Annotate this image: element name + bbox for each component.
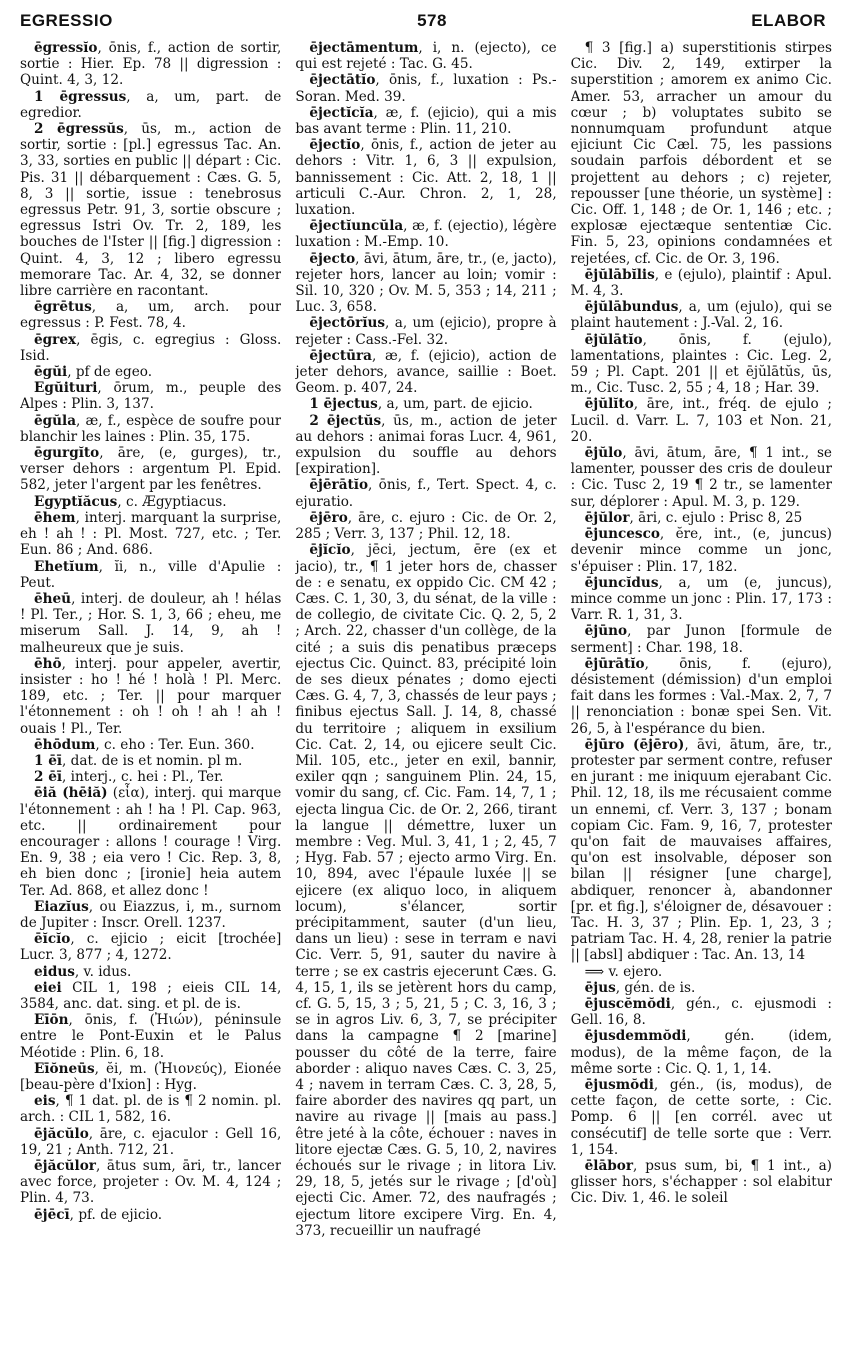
entry-headword: ēlābor <box>584 1158 634 1175</box>
dictionary-entry <box>20 899 281 931</box>
entry-headword: ējŭlātĭo <box>584 331 643 348</box>
entry-headword: ējectōrĭus <box>309 315 386 332</box>
entry-headword: ējuncesco <box>584 526 660 543</box>
dictionary-entry <box>571 656 832 737</box>
entry-headword: ēhem <box>34 509 76 526</box>
entry-headword: 1 ēgressus <box>34 88 127 105</box>
dictionary-entry <box>295 396 556 412</box>
entry-definition: , ōrum, m., peuple des Alpes : Plin. 3, 137. <box>20 380 282 413</box>
entry-definition: , a, um (ejicio), propre à rejeter : Cass.-Fel. 32. <box>295 315 557 348</box>
entry-headword: 2 ēgressŭs <box>34 121 124 138</box>
dictionary-entry <box>295 218 556 250</box>
entry-definition: , gén. de is. <box>615 979 696 996</box>
header-left-guideword: EGRESSIO <box>20 11 113 30</box>
dictionary-entry <box>20 1158 281 1207</box>
entry-headword: ējuscĕmŏdi <box>584 995 671 1012</box>
entry-headword: Egŭituri <box>34 380 98 397</box>
dictionary-entry <box>571 1077 832 1158</box>
entry-headword: Eiazĭus <box>34 898 89 915</box>
dictionary-entry <box>295 542 556 1239</box>
entry-definition: , i, n. (ejecto), ce qui est rejeté : Tac. G. 45. <box>295 40 557 73</box>
entry-definition: , gén. (idem, modus), de la même façon, de la même sorte : Cic. Q. 1, 1, 14. <box>570 1028 832 1077</box>
dictionary-entry <box>20 931 281 963</box>
dictionary-entry <box>20 980 281 1012</box>
dictionary-entry <box>571 980 832 996</box>
dictionary-entry <box>295 40 556 72</box>
page-header <box>20 8 826 34</box>
dictionary-entry <box>20 591 281 656</box>
entry-headword: ējuncĭdus <box>584 574 659 591</box>
dictionary-entry <box>295 137 556 218</box>
entry-definition: , jēci, jectum, ēre (ex et jacio), tr., ¶ 1 jeter hors de, chasser de : e senatu, ex oppido Cic. CM 42 ; Cæs. C. 1, 30, 3, du sénat, de la ville : de collegio, de civitate Cic. Q. 2, 5, 2 ; Arch. 22, chasser d'un collège, de la cité ; a suis dis penatibus præceps ejectus Cic. Quinct. 83, précipité loin de ses dieux pénates ; domo ejecti Cæs. G. 4, 7, 3, chassés de leur pays ; finibus ejectus Sall. J. 14, 8, chassé du territoire ; aliquem in exsilium Cic. Cat. 2, 14, ou ejicere seult Cic. Mil. 105, etc., jeter en exil, bannir, exiler qqn ; sanguinem Plin. 24, 15, vomir du sang, cf. Cic. Fam. 14, 7, 1 ; ejecta lingua Cic. de Or. 2, 266, tirant la langue || démettre, luxer un membre : Veg. Mul. 3, 41, 1 ; 2, 45, 7 ; Hyg. Fab. 57 ; ejecto armo Virg. En. 10, 894, avec l'épaule luxée || se ejicere (ex aliquo loco, in aliquem locum), s'élancer, sortir précipitamment, sauter (d'un lieu, dans un lieu) : sese in terram e navi Cic. Verr. 5, 91, sauter du navire à terre ; se ex castris ejecerunt Cæs. G. 4, 15, 1, ils se jetèrent hors du camp, cf. G. 5, 15, 3 ; 5, 21, 5 ; C. 3, 16, 3 ; se in agros Liv. 6, 3, 7, se précipiter dans la campagne ¶ 2 [marine] pousser du côté de la terre, faire aborder : aliquo naves Cæs. C. 3, 25, 4 ; navem in terram Cæs. C. 3, 28, 5, faire aborder des navires qq part, un navire au rivage || [mais au pass.] être jeté à la côte, échouer : naves in litore ejectæ Cæs. G. 5, 10, 2, navires échoués sur le rivage ; in litora Liv. 29, 18, 5, jetés sur le rivage ; [d'où] ejecti Cic. Amer. 72, des naufragés ; ejectum litore excipere Virg. En. 4, 373, recueillir un naufragé <box>295 542 557 1239</box>
entry-headword: ējēcī <box>34 1206 70 1223</box>
dictionary-entry <box>571 964 832 980</box>
dictionary-entry <box>20 559 281 591</box>
entry-headword: ējectĭo <box>309 137 361 154</box>
entry-headword: eis <box>34 1093 56 1110</box>
dictionary-entry <box>571 510 832 526</box>
entry-definition: , æ, f. (ejicio), qui a mis bas avant terme : Plin. 11, 210. <box>295 104 557 138</box>
entry-definition: , āre, (e, gurges), tr., verser dehors : argentum Pl. Epid. 582, jeter l'argent par les fenêtres. <box>20 445 282 494</box>
entry-headword: ējusdemmŏdi <box>584 1028 687 1045</box>
dictionary-entry <box>20 332 281 364</box>
entry-definition: , æ, f. (ejectio), légère luxation : M.-Emp. 10. <box>295 218 557 251</box>
entry-headword: ēgressĭo <box>34 40 98 56</box>
entry-definition: , æ, f. (ejicio), action de jeter dehors, avance, saillie : Boet. Geom. p. 407, 24. <box>295 347 557 397</box>
dictionary-entry <box>20 510 281 559</box>
entry-definition: CIL 1, 198 ; eieis CIL 14, 3584, anc. dat. sing. et pl. de is. <box>20 979 282 1012</box>
dictionary-entry <box>571 267 832 299</box>
dictionary-entry <box>20 753 281 769</box>
entry-definition: , āre, c. ejuro : Cic. de Or. 2, 285 ; Verr. 3, 137 ; Phil. 12, 18. <box>295 509 557 543</box>
entry-definition: , āvi, ātum, āre, tr., (e, jacto), rejeter hors, lancer au loin; vomir : Sil. 10, 320 ; Ov. M. 5, 353 ; 14, 211 ; Luc. 3, 658. <box>295 250 557 316</box>
column-3 <box>571 40 832 1340</box>
entry-definition: , ōnis, f. (ejulo), lamentations, plaintes : Cic. Leg. 2, 59 ; Pl. Capt. 201 || et ējŭlātŭs, ūs, m., Cic. Tusc. 2, 55 ; 4, 18 ; Har. 39. <box>570 331 832 397</box>
entry-headword: ēgrētus <box>34 299 92 316</box>
entry-definition: , pf de egeo. <box>67 364 153 381</box>
dictionary-entry <box>571 299 832 331</box>
entry-headword: ējus <box>584 979 616 996</box>
entry-headword: ēgurgĭto <box>34 445 100 462</box>
dictionary-entry <box>20 656 281 737</box>
entry-headword: ējectūra <box>309 347 372 364</box>
entry-definition: , ōnis, f. (ejuro), désistement (démission) d'un emploi fait dans les formes : Val.-Max. 2, 7, 7 || renonciation : bonæ spei Sen. Vit. 26, 5, à l'espérance du bien. <box>570 655 832 737</box>
dictionary-entry <box>571 623 832 655</box>
dictionary-entry <box>20 1207 281 1223</box>
entry-definition: , āre, int., fréq. de ejulo ; Lucil. d. Varr. L. 7, 103 et Non. 21, 20. <box>570 396 832 445</box>
entry-headword: ējăcŭlor <box>34 1158 96 1175</box>
entry-headword: ēgŭi <box>34 364 68 381</box>
dictionary-entry <box>295 413 556 478</box>
entry-headword: ējĭcĭo <box>309 542 351 559</box>
dictionary-entry <box>20 964 281 980</box>
entry-definition: , interj. pour appeler, avertir, insister : ho ! hé ! holà ! Pl. Merc. 189, etc. ; Ter. || pour marquer l'étonnement : oh ! oh ! ah ! ah ! ouais ! Pl., Ter. <box>20 655 282 737</box>
entry-headword: 2 ēī <box>34 769 63 786</box>
dictionary-entry <box>20 494 281 510</box>
dictionary-entry <box>571 396 832 445</box>
entry-definition: , āri, c. ejulo : Prisc 8, 25 <box>629 509 803 526</box>
entry-definition: , c. eho : Ter. Eun. 360. <box>95 736 255 753</box>
entry-definition: , ūs, m., action de sortir, sortie : [pl.] egressus Tac. An. 3, 33, sorties en public || départ : Cic. Pis. 31 || débarquement : Cæs. G. 5, 8, 3 || sortie, issue : tenebrosus egressus Petr. 91, 3, sortie obscure ; egressus Istri Ov. Tr. 2, 189, les bouches de l'Ister || [fig.] digression : Quint. 4, 3, 12 ; libero egressu memorare Tac. Ar. 4, 32, se donner libre carrière en racontant. <box>20 121 282 300</box>
dictionary-entry <box>20 1061 281 1093</box>
entry-headword: ējūno <box>584 623 628 640</box>
entry-definition: , v. idus. <box>74 963 132 980</box>
entry-definition: , interj., c. hei : Pl., Ter. <box>62 769 224 786</box>
dictionary-entry <box>20 1093 281 1125</box>
entry-definition: , ou Eiazzus, i, m., surnom de Jupiter : Inscr. Orell. 1237. <box>20 898 282 931</box>
entry-headword: ēgŭla <box>34 412 77 429</box>
entry-headword: ēiă (hēiă) <box>34 785 108 802</box>
entry-headword: Eīōn <box>34 1012 69 1029</box>
entry-definition: , ūs, m., action de jeter au dehors : animai foras Lucr. 4, 961, expulsion du souffle au dehors [expiration]. <box>295 412 557 478</box>
entry-definition: , a, um (e, juncus), mince comme un jonc : Plin. 17, 173 : Varr. R. 1, 31, 3. <box>570 574 832 624</box>
entry-definition: , æ, f., espèce de soufre pour blanchir les laines : Plin. 35, 175. <box>20 412 282 445</box>
dictionary-entry <box>571 526 832 575</box>
entry-definition: , c. Ægyptiacus. <box>117 493 227 510</box>
entry-definition: , a, um, part. de egredior. <box>20 88 282 121</box>
entry-headword: eidus <box>34 963 75 980</box>
entry-headword: Eīŏneūs <box>34 1060 95 1077</box>
entry-definition: , a, um, part. de ejicio. <box>377 396 533 413</box>
dictionary-entry <box>571 332 832 397</box>
dictionary-entry <box>571 1028 832 1077</box>
entry-headword: ēhōdum <box>34 736 96 753</box>
entry-definition: , dat. de is et nomin. pl m. <box>62 752 243 769</box>
header-right-guideword: ELABOR <box>751 11 826 30</box>
page-number: 578 <box>417 11 447 30</box>
entry-headword: 1 ēī <box>34 752 63 769</box>
entry-headword: 2 ējectŭs <box>309 412 382 429</box>
entry-definition: , a, um (ejulo), qui se plaint hautement : J.-Val. 2, 16. <box>570 299 832 332</box>
dictionary-entry <box>571 40 832 267</box>
entry-headword: ējŭlābĭlis <box>584 266 655 283</box>
dictionary-entry <box>20 1126 281 1158</box>
entry-headword: ējŭlābundus <box>584 299 679 316</box>
dictionary-entry <box>571 996 832 1028</box>
entry-headword: ējăcŭlo <box>34 1125 89 1142</box>
entry-definition: , ēgis, c. egregius : Gloss. Isid. <box>20 331 282 364</box>
entry-definition: , ōnis, f. (Ἠιών), péninsule entre le Pont-Euxin et le Palus Méotide : Plin. 6, 18. <box>20 1012 282 1061</box>
dictionary-entry <box>295 348 556 397</box>
entry-definition: , āvi, ātum, āre, tr., protester par serment contre, refuser en jurant : me iniquum ejerabant Cic. Phil. 12, 18, ils me récusaient comme un ennemi, cf. Verr. 3, 137 ; bonam copiam Cic. Fam. 9, 16, 7, protester qu'on fait de mauvaises affaires, qu'on est insolvable, déposer son bilan || résigner [une charge], abdiquer, renoncer à, abandonner [pr. et fig.], s'éloigner de, désavouer : Tac. H. 3, 37 ; Plin. Ep. 1, 23, 3 ; patriam Tac. H. 4, 28, renier la patrie || [absl] abdiquer : Tac. An. 13, 14 <box>570 736 832 964</box>
entry-headword: eiei <box>34 979 62 996</box>
dictionary-entry <box>20 299 281 331</box>
dictionary-entry <box>20 785 281 898</box>
dictionary-entry <box>20 413 281 445</box>
entry-headword: ēhō <box>34 655 62 672</box>
dictionary-entry <box>20 89 281 121</box>
entry-definition: , ōnis, f., Tert. Spect. 4, c. ejuratio. <box>295 477 557 510</box>
dictionary-entry <box>571 1158 832 1207</box>
dictionary-entry <box>295 251 556 316</box>
entry-headword: ējŭlĭto <box>584 396 634 413</box>
entry-definition: , gén., (is, modus), de cette façon, de cette sorte, : Cic. Pomp. 6 || [en corrél. avec ut consécutif] de telle sorte que : Verr. 1, 154. <box>570 1077 832 1158</box>
entry-headword: Egyptĭăcus <box>34 493 118 510</box>
entry-definition: ⟹ v. ejero. <box>584 963 663 980</box>
entry-definition: , interj. marquant la surprise, eh ! ah ! : Pl. Most. 727, etc. ; Ter. Eun. 86 ; And. 686. <box>20 509 282 559</box>
entry-definition: , e (ejulo), plaintif : Apul. M. 4, 3. <box>570 266 832 300</box>
entry-headword: ējecto <box>309 250 356 267</box>
entry-headword: ējūro (ējēro) <box>584 736 685 753</box>
column-2 <box>295 40 556 1340</box>
dictionary-entry <box>571 575 832 624</box>
dictionary-entry <box>295 477 556 509</box>
dictionary-entry <box>295 105 556 137</box>
entry-definition: , par Junon [formule de serment] : Char. 198, 18. <box>570 623 832 656</box>
entry-headword: ējērātĭo <box>309 477 369 494</box>
entry-headword: ējusmŏdi <box>584 1077 654 1093</box>
entry-definition: , ōnis, f., action de jeter au dehors : Vitr. 1, 6, 3 || expulsion, bannissement : Cic. Att. 2, 18, 1 || articuli C.-Aur. Chron. 2, 1, 28, luxation. <box>295 137 557 219</box>
entry-headword: ējectĭuncŭla <box>309 218 404 235</box>
dictionary-entry <box>571 737 832 964</box>
entry-definition: (εἶα), interj. qui marque l'étonnement : ah ! ha ! Pl. Cap. 963, etc. || ordinairement pour encourager : allons ! courage ! Virg. En. 9, 38 ; eia vero ! Cic. Rep. 3, 8, eh bien donc ; [ironie] heia autem Ter. Ad. 868, et allez donc ! <box>20 785 282 899</box>
entry-headword: ējectāmentum <box>309 40 419 56</box>
entry-definition: , ¶ 1 dat. pl. de is ¶ 2 nomin. pl. arch. : CIL 1, 582, 16. <box>20 1093 282 1126</box>
entry-definition: , c. ejicio ; eicit [trochée] Lucr. 3, 877 ; 4, 1272. <box>20 931 282 964</box>
entry-definition: , ĕre, int., (e, juncus) devenir mince comme un jonc, s'épuiser : Plin. 17, 182. <box>570 526 832 575</box>
entry-definition: , interj. de douleur, ah ! hélas ! Pl. Ter., ; Hor. S. 1, 3, 66 ; eheu, me miserum Sall. J. 14, 9, ah ! malheureux que je suis. <box>20 590 282 656</box>
dictionary-entry <box>20 121 281 299</box>
entry-headword: ēĭcĭo <box>34 931 71 948</box>
dictionary-entry <box>20 737 281 753</box>
entry-headword: ējectātĭo <box>309 72 376 89</box>
entry-definition: , a, um, arch. pour egressus : P. Fest. 78, 4. <box>20 299 282 332</box>
entry-definition: , ĕi, m. (Ἠιονεύς), Eionée [beau-père d'Ixion] : Hyg. <box>20 1060 282 1093</box>
dictionary-columns <box>20 40 832 1340</box>
entry-definition: ¶ 3 [fig.] a) superstitionis stirpes Cic. Div. 2, 149, extirper la superstition ; amorem ex animo Cic. Amer. 53, arracher un amour du cœur ; b) voluptates subito se nonnumquam profundunt atque ejiciunt Cic Cæl. 75, les passions soudain parfois débordent et se projettent au dehors ; c) rejeter, repousser [une théorie, un système] : Cic. Off. 1, 148 ; de Or. 1, 146 ; etc. ; explosæ ejectæque sententiæ Cic. Fin. 5, 23, opinions condamnées et rejetées, cf. Cic. de Or. 3, 196. <box>570 40 832 267</box>
entry-definition: , pf. de ejicio. <box>69 1206 163 1223</box>
dictionary-entry <box>20 1012 281 1061</box>
entry-headword: ējēro <box>309 509 348 526</box>
column-1 <box>20 40 281 1340</box>
entry-definition: , ōnis, f., luxation : Ps.-Soran. Med. 39. <box>295 72 557 105</box>
dictionary-entry <box>20 445 281 494</box>
dictionary-entry <box>20 769 281 785</box>
entry-headword: ējŭlor <box>584 509 630 526</box>
entry-headword: ējectĭcĭa <box>309 104 374 121</box>
entry-headword: ējūrātĭo <box>584 655 645 672</box>
dictionary-entry <box>295 315 556 347</box>
entry-definition: , āre, c. ejaculor : Gell 16, 19, 21 ; Anth. 712, 21. <box>20 1125 282 1158</box>
entry-definition: , gén., c. ejusmodi : Gell. 16, 8. <box>570 995 832 1029</box>
entry-definition: , ātus sum, āri, tr., lancer avec force, projeter : Ov. M. 4, 124 ; Plin. 4, 73. <box>20 1158 282 1207</box>
entry-definition: , ōnis, f., action de sortir, sortie : Hier. Ep. 78 || digression : Quint. 4, 3, 12. <box>20 40 282 89</box>
entry-headword: ēgrex <box>34 331 77 348</box>
dictionary-entry <box>20 40 281 89</box>
dictionary-entry <box>571 445 832 510</box>
dictionary-entry <box>295 510 556 542</box>
entry-definition: , āvi, ātum, āre, ¶ 1 int., se lamenter, pousser des cris de douleur : Cic. Tusc 2, 19 ¶ 2 tr., se lamenter sur, déplorer : Apul. M. 3, p. 129. <box>570 445 832 510</box>
entry-headword: 1 ējectus <box>309 396 378 413</box>
entry-definition: , psus sum, bi, ¶ 1 int., a) glisser hors, s'échapper : sol elabitur Cic. Div. 1, 46. le soleil <box>570 1158 832 1207</box>
entry-headword: ēheū <box>34 590 72 607</box>
entry-headword: Ehetĭum <box>34 558 99 575</box>
entry-definition: , ĭi, n., ville d'Apulie : Peut. <box>20 558 282 591</box>
dictionary-entry <box>295 72 556 104</box>
dictionary-entry <box>20 380 281 412</box>
dictionary-entry <box>20 364 281 380</box>
entry-headword: ējŭlo <box>584 445 623 462</box>
